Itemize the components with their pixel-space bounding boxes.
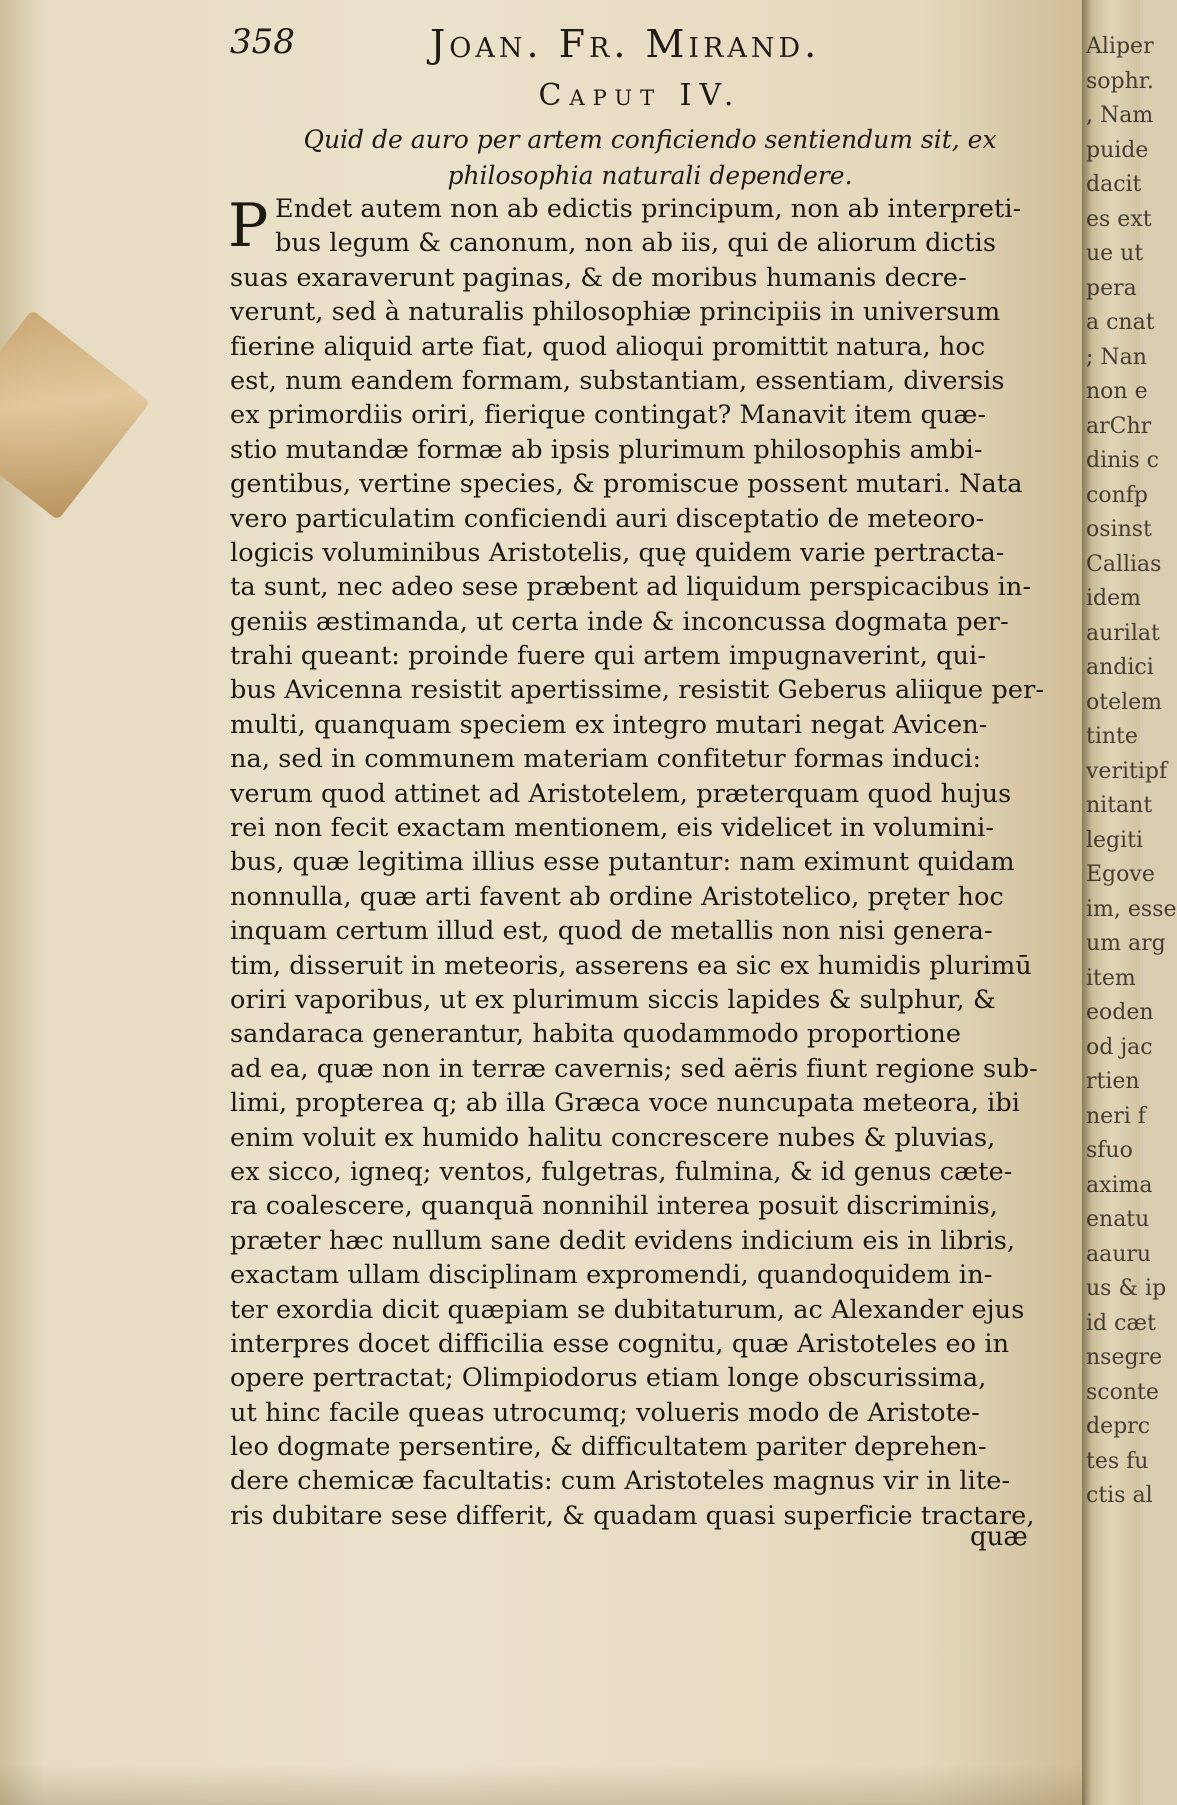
edge-fragment: um arg xyxy=(1086,931,1166,956)
page-header xyxy=(230,22,1050,66)
chapter-title: Caput IV. xyxy=(538,78,742,113)
page-bottom-shadow xyxy=(0,1765,1085,1805)
edge-fragment: enatu xyxy=(1086,1207,1150,1232)
text-line: multi, quanquam speciem ex integro mutari negat Avicen- xyxy=(230,709,988,740)
text-line: fierine aliquid arte fiat, quod alioqui promittit natura, hoc xyxy=(230,331,986,362)
body-text xyxy=(228,191,1045,1533)
text-line: geniis æstimanda, ut certa inde & inconcussa dogmata per- xyxy=(230,606,1009,637)
edge-fragment: axima xyxy=(1086,1172,1153,1198)
edge-fragment: dinis c xyxy=(1086,448,1159,473)
edge-fragment: im, esse xyxy=(1086,896,1177,922)
edge-fragment: andici xyxy=(1086,655,1154,680)
edge-fragment: tes fu xyxy=(1086,1448,1149,1474)
text-line: ter exordia dicit quæpiam se dubitaturum, ac Alexander ejus xyxy=(230,1294,1025,1325)
edge-fragment: dacit xyxy=(1086,172,1142,197)
text-line: rei non fecit exactam mentionem, eis videlicet in volumini- xyxy=(230,813,995,844)
edge-fragment: nitant xyxy=(1086,793,1153,818)
edge-fragment: veritipf xyxy=(1086,758,1168,784)
text-line: na, sed in communem materiam confitetur formas induci: xyxy=(230,744,982,775)
edge-fragment: ctis al xyxy=(1086,1483,1153,1508)
text-line: verunt, sed à naturalis philosophiæ principiis in universum xyxy=(230,297,1001,328)
text-line: præter hæc nullum sane dedit evidens indicium eis in libris, xyxy=(230,1225,1016,1256)
body-lines xyxy=(230,192,1045,1533)
text-line: sandaraca generantur, habita quodammodo proportione xyxy=(230,1019,962,1050)
text-line: interpres docet difficilia esse cognitu, quæ Aristoteles eo in xyxy=(230,1328,1010,1359)
text-line: enim voluit ex humido halitu concrescere nubes & pluvias, xyxy=(230,1122,996,1153)
text-line: trahi queant: proinde fuere qui artem impugnaverint, qui- xyxy=(230,641,987,672)
facing-page-fragments xyxy=(1082,0,1177,1514)
edge-fragment: sophr. xyxy=(1086,68,1154,94)
text-line: ex primordiis oriri, fierique contingat? Manavit item quæ- xyxy=(230,400,987,431)
page-number: 358 xyxy=(230,22,295,62)
edge-fragment: ue ut xyxy=(1086,241,1144,266)
text-line: bus, quæ legitima illius esse putantur: nam eximunt quidam xyxy=(230,847,1015,878)
edge-fragment: otelem xyxy=(1086,689,1163,715)
edge-fragment: Callias xyxy=(1086,551,1162,577)
text-line: limi, propterea q; ab illa Græca voce nuncupata meteora, ibi xyxy=(230,1088,1021,1119)
drop-cap: P xyxy=(228,191,269,261)
catchword: quæ xyxy=(970,1522,1028,1552)
edge-fragment: aurilat xyxy=(1086,620,1160,646)
text-line: ta sunt, nec adeo sese præbent ad liquidum perspicacibus in- xyxy=(230,572,1032,603)
edge-fragment: tinte xyxy=(1086,724,1138,749)
edge-fragment: id cæt xyxy=(1086,1310,1156,1336)
facing-page-edge xyxy=(1082,0,1177,1805)
text-line: ut hinc facile queas utrocumq; volueris modo de Aristote- xyxy=(230,1397,980,1428)
edge-fragment: pera xyxy=(1086,275,1137,301)
edge-fragment: rtien xyxy=(1086,1069,1140,1094)
text-line: Endet autem non ab edictis principum, non ab interpreti- xyxy=(275,194,1022,224)
edge-fragment: ; Nan xyxy=(1086,344,1147,370)
edge-fragment: osinst xyxy=(1086,517,1152,542)
edge-fragment: confp xyxy=(1086,482,1148,508)
edge-fragment: us & ip xyxy=(1086,1276,1167,1301)
text-line: suas exaraverunt paginas, & de moribus humanis decre- xyxy=(230,262,967,293)
edge-fragment: legiti xyxy=(1086,827,1144,853)
text-line: dere chemicæ facultatis: cum Aristoteles magnus vir in lite- xyxy=(230,1466,1011,1497)
text-line: logicis voluminibus Aristotelis, quę quidem varie pertracta- xyxy=(230,537,1005,568)
text-line: leo dogmate persentire, & difficultatem pariter deprehen- xyxy=(230,1432,987,1463)
chapter-subtitle xyxy=(300,122,1000,194)
text-line: gentibus, vertine species, & promiscue possent mutari. Nata xyxy=(230,469,1023,500)
edge-fragment: non e xyxy=(1086,379,1148,404)
edge-fragment: Egove xyxy=(1086,862,1155,887)
subtitle-line: Quid de auro per artem conficiendo sentiendum sit, ex xyxy=(303,125,997,154)
edge-fragment: deprc xyxy=(1086,1414,1151,1439)
text-line: inquam certum illud est, quod de metallis non nisi genera- xyxy=(230,916,993,947)
text-line: verum quod attinet ad Aristotelem, præterquam quod hujus xyxy=(230,778,1012,809)
edge-fragment: neri f xyxy=(1086,1103,1146,1129)
edge-fragment: , Nam xyxy=(1086,103,1154,128)
text-line: oriri vaporibus, ut ex plurimum siccis lapides & sulphur, & xyxy=(230,984,996,1015)
text-line: nonnulla, quæ arti favent ab ordine Aristotelico, pręter hoc xyxy=(230,881,1004,912)
text-line: opere pertractat; Olimpiodorus etiam longe obscurissima, xyxy=(230,1363,987,1394)
edge-fragment: puide xyxy=(1086,137,1149,163)
edge-fragment: sfuo xyxy=(1086,1138,1133,1163)
text-line: exactam ullam disciplinam expromendi, quandoquidem in- xyxy=(230,1260,993,1291)
edge-fragment: sconte xyxy=(1086,1379,1159,1405)
edge-fragment: od jac xyxy=(1086,1034,1153,1060)
edge-fragment: eoden xyxy=(1086,1000,1154,1025)
edge-fragment: es ext xyxy=(1086,206,1152,232)
edge-fragment: Aliper xyxy=(1086,34,1154,59)
text-line: ex sicco, igneq; ventos, fulgetras, fulmina, & id genus cæte- xyxy=(230,1156,1013,1187)
edge-fragment: aauru xyxy=(1086,1241,1152,1267)
text-line: stio mutandæ formæ ab ipsis plurimum philosophis ambi- xyxy=(230,434,983,465)
edge-fragment: idem xyxy=(1086,586,1141,611)
edge-fragment: arChr xyxy=(1086,413,1152,439)
text-line: ris dubitare sese differit, & quadam quasi superficie tractare, xyxy=(230,1500,1035,1531)
text-line: ra coalescere, quanquā nonnihil interea posuit discriminis, xyxy=(230,1191,998,1222)
text-line: est, num eandem formam, substantiam, essentiam, diversis xyxy=(230,365,1005,396)
edge-fragment: a cnat xyxy=(1086,310,1155,335)
text-line: ad ea, quæ non in terræ cavernis; sed aëris fiunt regione sub- xyxy=(230,1053,1038,1084)
edge-fragment: nsegre xyxy=(1086,1345,1163,1370)
subtitle-line: philosophia naturali dependere. xyxy=(447,161,853,190)
running-head: Joan. Fr. Mirand. xyxy=(430,22,821,66)
text-line: bus legum & canonum, non ab iis, qui de aliorum dictis xyxy=(275,228,997,259)
text-line: bus Avicenna resistit apertissime, resistit Geberus aliique per- xyxy=(230,675,1045,706)
text-line: tim, disseruit in meteoris, asserens ea sic ex humidis plurimū xyxy=(230,950,1032,981)
text-line: vero particulatim conficiendi auri disceptatio de meteoro- xyxy=(230,503,985,534)
edge-fragment: item xyxy=(1086,965,1136,991)
